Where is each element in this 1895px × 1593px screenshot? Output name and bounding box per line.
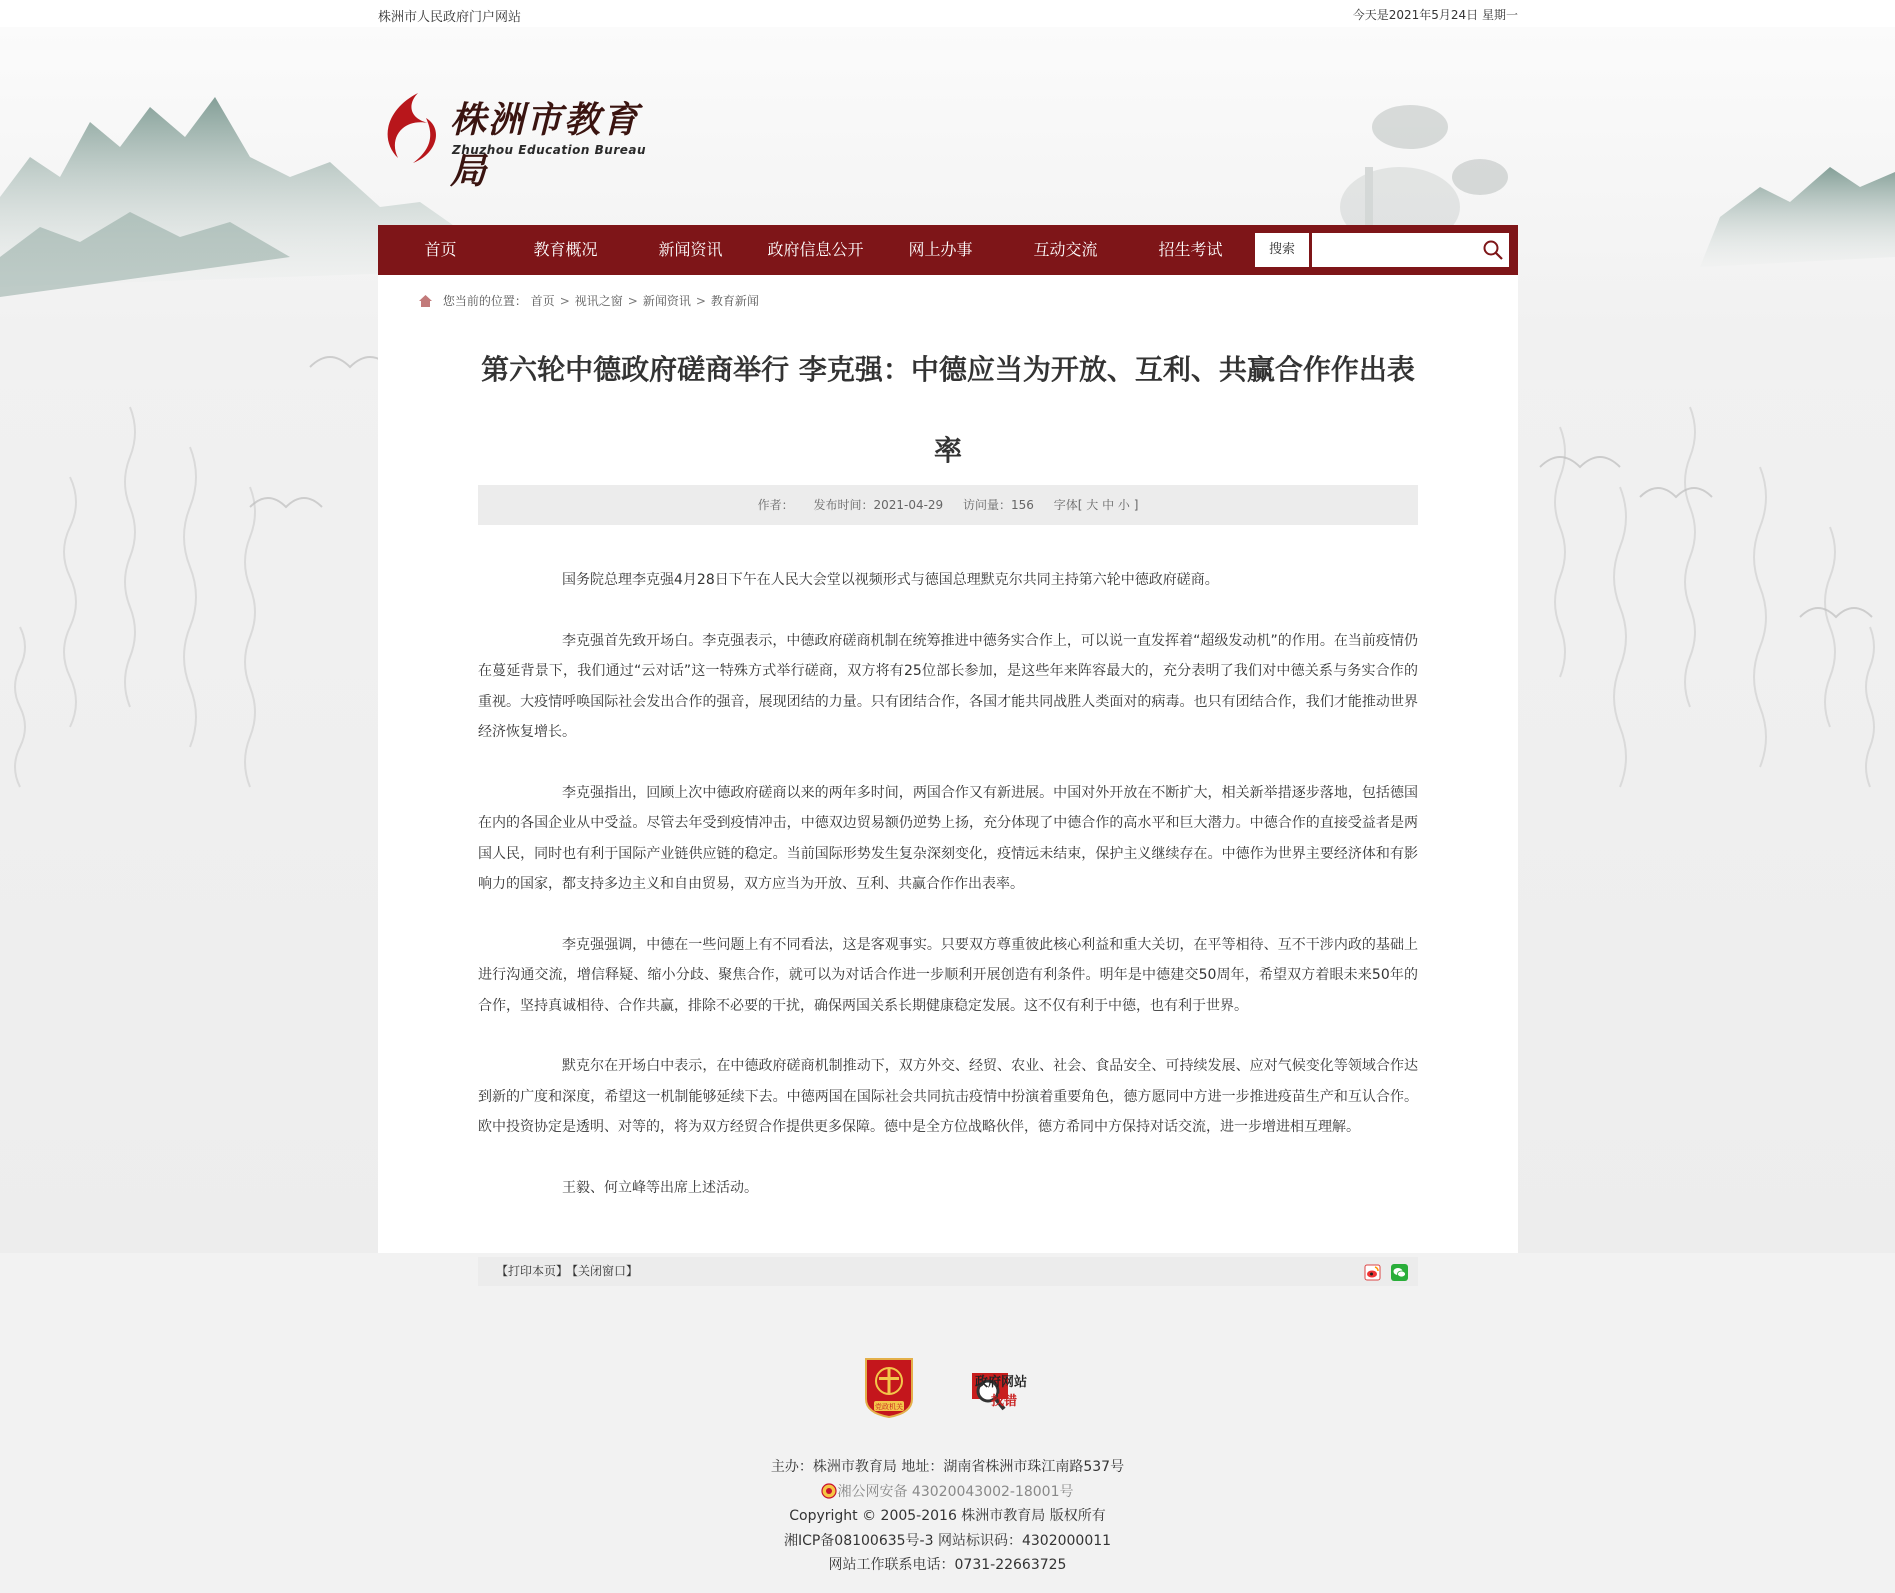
breadcrumb-prefix: 您当前的位置： bbox=[442, 294, 527, 308]
police-record-text: 湘公网安备 43020043002-18001号 bbox=[837, 1483, 1074, 1500]
breadcrumb bbox=[418, 292, 759, 309]
logo-english-text: Zhuzhou Education Bureau bbox=[452, 143, 647, 157]
search-icon[interactable] bbox=[1483, 240, 1503, 260]
portal-link[interactable]: 株洲市人民政府门户网站 bbox=[378, 10, 522, 25]
weibo-share-icon[interactable] bbox=[1364, 1263, 1381, 1280]
footer-phone: 网站工作联系电话：0731-22663725 bbox=[828, 1557, 1067, 1573]
main-nav bbox=[378, 225, 1518, 275]
home-icon bbox=[418, 294, 433, 308]
nav-item-gov-info[interactable]: 政府信息公开 bbox=[767, 240, 864, 259]
article-paragraph: 李克强首先致开场白。李克强表示，中德政府磋商机制在统筹推进中德务实合作上，可以说一直发挥着“超级发动机”的作用。在当前疫情仍在蔓延背景下，我们通过“云对话”这一特殊方式举行磋商，双方将有25位部长参加，是这些年来阵容最大的，充分表明了我们对中德关系与务实合作的重视。大疫情呼唤国际社会发出合作的强音，展现团结的力量。只有团结合作，各国才能共同战胜人类面对的病毒。也只有团结合作，我们才能推动世界经济恢复增长。 bbox=[478, 632, 1418, 740]
article-actions-bar bbox=[478, 1257, 1418, 1286]
top-strip bbox=[0, 0, 1895, 27]
breadcrumb-news[interactable]: 新闻资讯 bbox=[642, 294, 691, 308]
meta-date: 发布时间：2021-04-29 bbox=[813, 498, 944, 512]
close-window-button[interactable]: 【关闭窗口】 bbox=[572, 1264, 639, 1278]
nav-item-online-service[interactable]: 网上办事 bbox=[908, 240, 973, 259]
article-paragraph: 李克强强调，中德在一些问题上有不同看法，这是客观事实。只要双方尊重彼此核心利益和重大关切，在平等相待、互不干涉内政的基础上进行沟通交流，增信释疑、缩小分歧、聚焦合作，就可以为对话合作进一步顺利开展创造有利条件。明年是中德建交50周年，希望双方着眼未来50年的合作，坚持真诚相待、合作共赢，排除不必要的干扰，确保两国关系长期健康稳定发展。这不仅有利于中德，也有利于世界。 bbox=[478, 936, 1418, 1014]
share-buttons bbox=[1358, 1263, 1408, 1292]
footer-icp[interactable]: 湘ICP备08100635号-3 网站标识码：4302000011 bbox=[783, 1532, 1112, 1549]
breadcrumb-separator: > bbox=[695, 294, 706, 308]
nav-item-enrollment[interactable]: 招生考试 bbox=[1158, 240, 1223, 259]
nav-item-home[interactable]: 首页 bbox=[424, 240, 457, 259]
wechat-share-icon[interactable] bbox=[1391, 1263, 1408, 1280]
article-paragraph: 国务院总理李克强4月28日下午在人民大会堂以视频形式与德国总理默克尔共同主持第六轮中德政府磋商。 bbox=[562, 572, 1219, 588]
party-gov-badge-text: 党政机关 bbox=[875, 1403, 903, 1411]
gov-site-error-badge[interactable] bbox=[935, 1369, 1045, 1415]
police-badge-icon bbox=[821, 1483, 837, 1499]
footer-host-address: 主办：株洲市教育局 地址：湖南省株洲市珠江南路537号 bbox=[770, 1459, 1125, 1475]
search-box bbox=[1312, 233, 1509, 267]
site-footer bbox=[0, 1355, 1895, 1578]
content-panel bbox=[378, 275, 1518, 1253]
breadcrumb-separator: > bbox=[627, 294, 638, 308]
logo-emblem-icon bbox=[378, 88, 448, 168]
nav-item-overview[interactable]: 教育概况 bbox=[533, 240, 598, 259]
search-input[interactable] bbox=[1316, 235, 1480, 267]
article-title: 第六轮中德政府磋商举行 李克强：中德应当为开放、互利、共赢合作作出表率 bbox=[481, 353, 1415, 467]
party-gov-badge[interactable] bbox=[862, 1355, 916, 1419]
nav-item-news[interactable]: 新闻资讯 bbox=[658, 240, 723, 259]
meta-author: 作者： bbox=[757, 498, 794, 512]
footer-copyright: Copyright © 2005-2016 株洲市教育局 版权所有 bbox=[789, 1508, 1106, 1524]
footer-police-record[interactable] bbox=[0, 1480, 1895, 1505]
article-body bbox=[478, 565, 1418, 1233]
print-button[interactable]: 【打印本页】 bbox=[496, 1264, 569, 1278]
current-date: 今天是2021年5月24日 星期一 bbox=[1352, 8, 1518, 22]
nav-item-interaction[interactable]: 互动交流 bbox=[1033, 240, 1098, 259]
logo-chinese-text: 株洲市教育局 bbox=[450, 99, 641, 192]
breadcrumb-separator: > bbox=[559, 294, 570, 308]
breadcrumb-home[interactable]: 首页 bbox=[530, 294, 555, 308]
gov-site-label: 政府网站 bbox=[975, 1375, 1028, 1390]
article-paragraph: 王毅、何立峰等出席上述活动。 bbox=[562, 1179, 758, 1196]
site-logo[interactable] bbox=[378, 88, 648, 192]
article-meta bbox=[478, 485, 1418, 525]
meta-views: 访问量：156 bbox=[963, 498, 1034, 512]
breadcrumb-window[interactable]: 视讯之窗 bbox=[574, 294, 623, 308]
breadcrumb-edu-news[interactable]: 教育新闻 bbox=[710, 294, 759, 308]
article-paragraph: 李克强指出，回顾上次中德政府磋商以来的两年多时间，两国合作又有新进展。中国对外开放在不断扩大，相关新举措逐步落地，包括德国在内的各国企业从中受益。尽管去年受到疫情冲击，中德双边贸易额仍逆势上扬，充分体现了中德合作的高水平和巨大潜力。中德合作的直接受益者是两国人民，同时也有利于国际产业链供应链的稳定。当前国际形势发生复杂深刻变化，疫情远未结束，保护主义继续存在。中德作为世界主要经济体和有影响力的国家，都支持多边主义和自由贸易，双方应当为开放、互利、共赢合作作出表率。 bbox=[478, 784, 1418, 892]
article-paragraph: 默克尔在开场白中表示，在中德政府磋商机制推动下，双方外交、经贸、农业、社会、食品安全、可持续发展、应对气候变化等领域合作达到新的广度和深度，希望这一机制能够延续下去。中德两国在国际社会共同抗击疫情中扮演着重要角色，德方愿同中方进一步推进疫苗生产和互认合作。欧中投资协定是透明、对等的，将为双方经贸合作提供更多保障。德中是全方位战略伙伴，德方希同中方保持对话交流，进一步增进相互理解。 bbox=[478, 1058, 1418, 1135]
search-label[interactable]: 搜索 bbox=[1255, 233, 1309, 267]
meta-font-size[interactable]: 字体[ 大 中 小 ] bbox=[1053, 498, 1139, 512]
find-error-label: 找错 bbox=[991, 1394, 1018, 1409]
